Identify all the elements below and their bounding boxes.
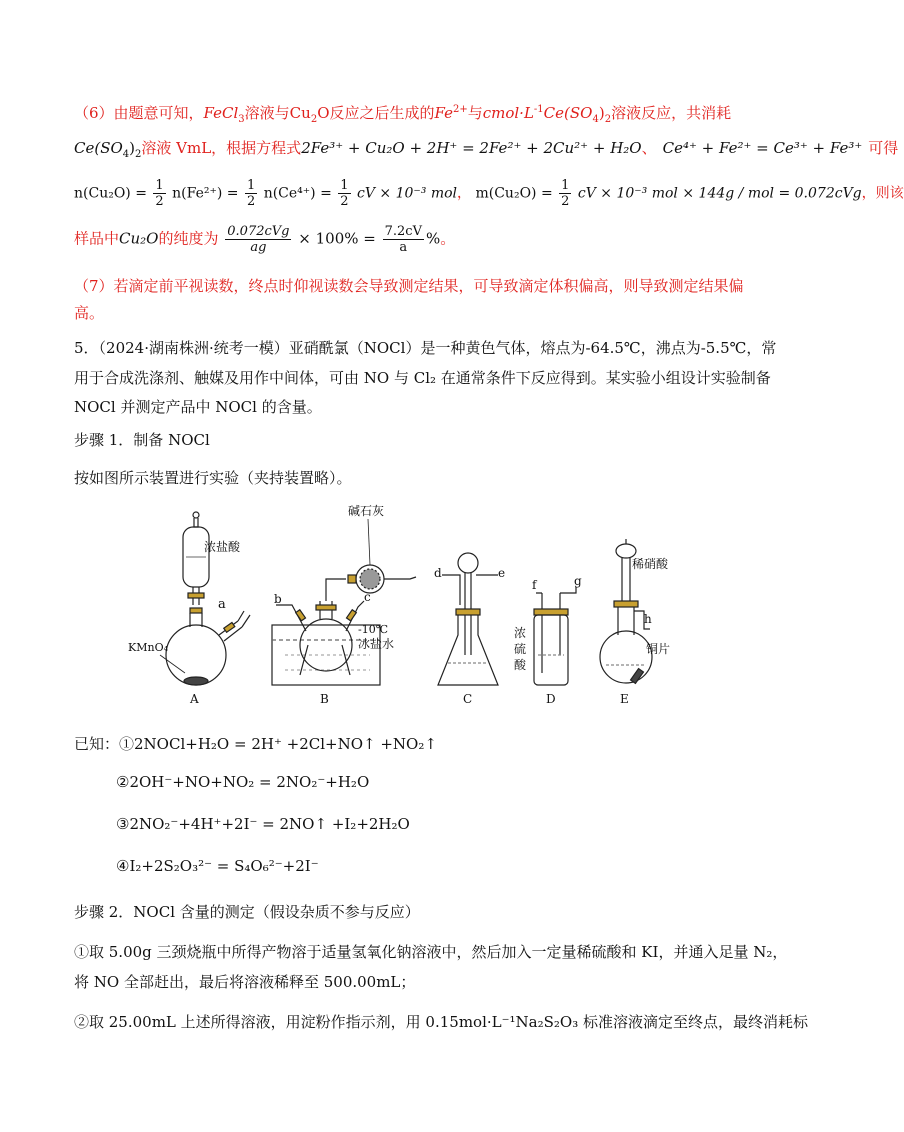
apparatus-c [434, 553, 505, 706]
den: 2 [155, 194, 164, 209]
fraction [383, 224, 424, 255]
p6-text: 的纯度为 [158, 229, 219, 248]
q5-line-2: 用于合成洗涤剂、触媒及用作中间体，可由 NO 与 Cl₂ 在通常条件下反应得到。某实验小组设计实验制备 [74, 369, 771, 387]
label-jianshihui: 碱石灰 [348, 504, 385, 518]
label-liu: 硫 [514, 642, 527, 656]
p6-text: （6）由题意可知， [74, 104, 204, 122]
den: 2 [340, 194, 349, 209]
fraction [245, 178, 257, 209]
label-bingyanshui: 冰盐水 [358, 637, 395, 651]
p6-text: 溶液反应，共消耗 [611, 104, 732, 122]
step1-title: 步骤 1．制备 NOCl [74, 431, 210, 449]
p6-line-2 [74, 138, 898, 165]
expr: n(Fe²⁺) = [172, 185, 239, 202]
label-E: E [620, 692, 629, 706]
known-title: 已知： [74, 735, 120, 753]
step2-title: 步骤 2．NOCl 含量的测定（假设杂质不参与反应） [74, 903, 420, 921]
formula-cu2o: Cu₂O [119, 229, 159, 248]
p6-text: ，则该 [861, 185, 904, 202]
num: 7.2cV [384, 224, 422, 239]
sup: -1 [533, 104, 544, 115]
label-xixiaosuan: 稀硝酸 [632, 557, 669, 571]
paren: ) [129, 139, 136, 157]
label-b: b [274, 592, 282, 606]
expr: n(Cu₂O) = [74, 185, 147, 202]
apparatus-b [272, 503, 416, 706]
reaction-3: ③2NO₂⁻+4H⁺+2I⁻ = 2NO↑ +I₂+2H₂O [116, 815, 410, 833]
label-g: g [574, 574, 582, 588]
expr: n(Ce⁴⁺) = [263, 185, 332, 202]
equation-2: Ce⁴⁺ + Fe²⁺ = Ce³⁺ + Fe³⁺ [662, 139, 863, 157]
p6-text: 。 [440, 229, 456, 248]
step2-s1-line-1: ①取 5.00g 三颈烧瓶中所得产物溶于适量氢氧化钠溶液中，然后加入一定量稀硫酸和 KI，并通入足量 N₂， [74, 943, 788, 961]
p6-line-4 [74, 224, 455, 255]
formula-fe: Fe [434, 104, 453, 122]
reaction-4: ④I₂+2S₂O₃²⁻ = S₄O₆²⁻+2I⁻ [116, 857, 319, 875]
fraction [338, 178, 350, 209]
sub: 4 [592, 114, 599, 125]
sub: 3 [238, 114, 245, 125]
label-a: a [218, 597, 226, 612]
label-suan: 酸 [514, 658, 527, 672]
p6-text: 与 [467, 104, 483, 122]
den: 2 [246, 194, 256, 209]
formula-conc: cmol·L [482, 104, 534, 122]
label-D: D [546, 692, 556, 706]
sub: 2 [135, 149, 142, 160]
p6-text: ， [457, 185, 472, 202]
label-h: h [644, 612, 652, 626]
p7-line-2: 高。 [74, 304, 105, 322]
paren: ) [598, 104, 605, 122]
label-e: e [498, 566, 506, 580]
label-nong: 浓 [514, 626, 527, 640]
den: 2 [561, 194, 570, 209]
label-f: f [532, 578, 537, 592]
reaction-2: ②2OH⁻+NO+NO₂ = 2NO₂⁻+H₂O [116, 773, 370, 791]
label-d: d [434, 566, 442, 580]
label-C: C [463, 692, 473, 706]
num: 1 [155, 178, 164, 193]
p6-line-3 [74, 178, 904, 209]
equation-1: 2Fe³⁺ + Cu₂O + 2H⁺ = 2Fe²⁺ + 2Cu²⁺ + H₂O [301, 139, 642, 157]
p6-line-1 [74, 100, 731, 130]
p6-text: 、 [641, 139, 657, 157]
expr: × 100% = [298, 229, 376, 248]
p6-text: 溶液 VmL，根据方程式 [141, 139, 302, 157]
num: 1 [340, 178, 349, 193]
fraction [225, 224, 291, 255]
label-A: A [190, 692, 199, 706]
label-tongpian: 铜片 [646, 642, 671, 656]
num: 0.072cVg [227, 224, 290, 239]
step2-s1-line-2: 将 NO 全部赶出，最后将溶液稀释至 500.00mL； [74, 973, 416, 991]
expr: cV × 10⁻³ mol × 144g / mol = 0.072cVg [577, 185, 862, 202]
sup: 2+ [452, 104, 468, 115]
expr: cV × 10⁻³ mol [357, 185, 458, 202]
label-c: c [364, 590, 371, 604]
num: 1 [246, 178, 256, 193]
label-temp: -10℃ [358, 623, 389, 636]
sub: 2 [310, 114, 318, 125]
label-nongyansuan: 浓盐酸 [204, 540, 241, 554]
fraction [153, 178, 165, 209]
p6-text: O反应之后生成的 [317, 104, 435, 122]
den: ag [250, 240, 267, 255]
apparatus-a [128, 512, 250, 706]
sub: 2 [604, 114, 612, 125]
p7-line-1: （7）若滴定前平视读数，终点时仰视读数会导致测定结果，可导致滴定体积偏高，则导致测定结果偏 [74, 277, 744, 295]
sub: 4 [122, 149, 130, 160]
apparatus-figure [120, 505, 700, 710]
apparatus-e [600, 539, 670, 706]
expr: m(Cu₂O) = [475, 185, 553, 202]
formula-ceso4: Ce(SO [74, 139, 123, 157]
label-kmno4: KMnO₄ [128, 641, 168, 654]
apparatus-d [514, 574, 582, 706]
den: a [399, 240, 408, 255]
expr: % [425, 229, 441, 248]
formula-fecl3: FeCl [203, 104, 239, 122]
q5-line-1: 5．（2024·湖南株洲·统考一模）亚硝酰氯（NOCl）是一种黄色气体，熔点为-64.5℃，沸点为-5.5℃，常 [74, 339, 777, 357]
fraction [559, 178, 571, 209]
num: 1 [561, 178, 570, 193]
p6-text: 可得 [868, 139, 899, 157]
q5-line-3: NOCl 并测定产品中 NOCl 的含量。 [74, 398, 322, 416]
step2-s2-line-1: ②取 25.00mL 上述所得溶液，用淀粉作指示剂，用 0.15mol·L⁻¹Na₂S₂O₃ 标准溶液滴定至终点，最终消耗标 [74, 1013, 808, 1031]
formula-ceso4: Ce(SO [543, 104, 593, 122]
step1-desc: 按如图所示装置进行实验（夹持装置略）。 [74, 469, 352, 487]
p6-text: 样品中 [74, 229, 120, 248]
reaction-1: ①2NOCl+H₂O = 2H⁺ +2Cl+NO↑ +NO₂↑ [119, 735, 437, 753]
known-r1 [74, 734, 437, 754]
p6-text: 溶液与Cu [244, 104, 311, 122]
label-B: B [320, 692, 329, 706]
